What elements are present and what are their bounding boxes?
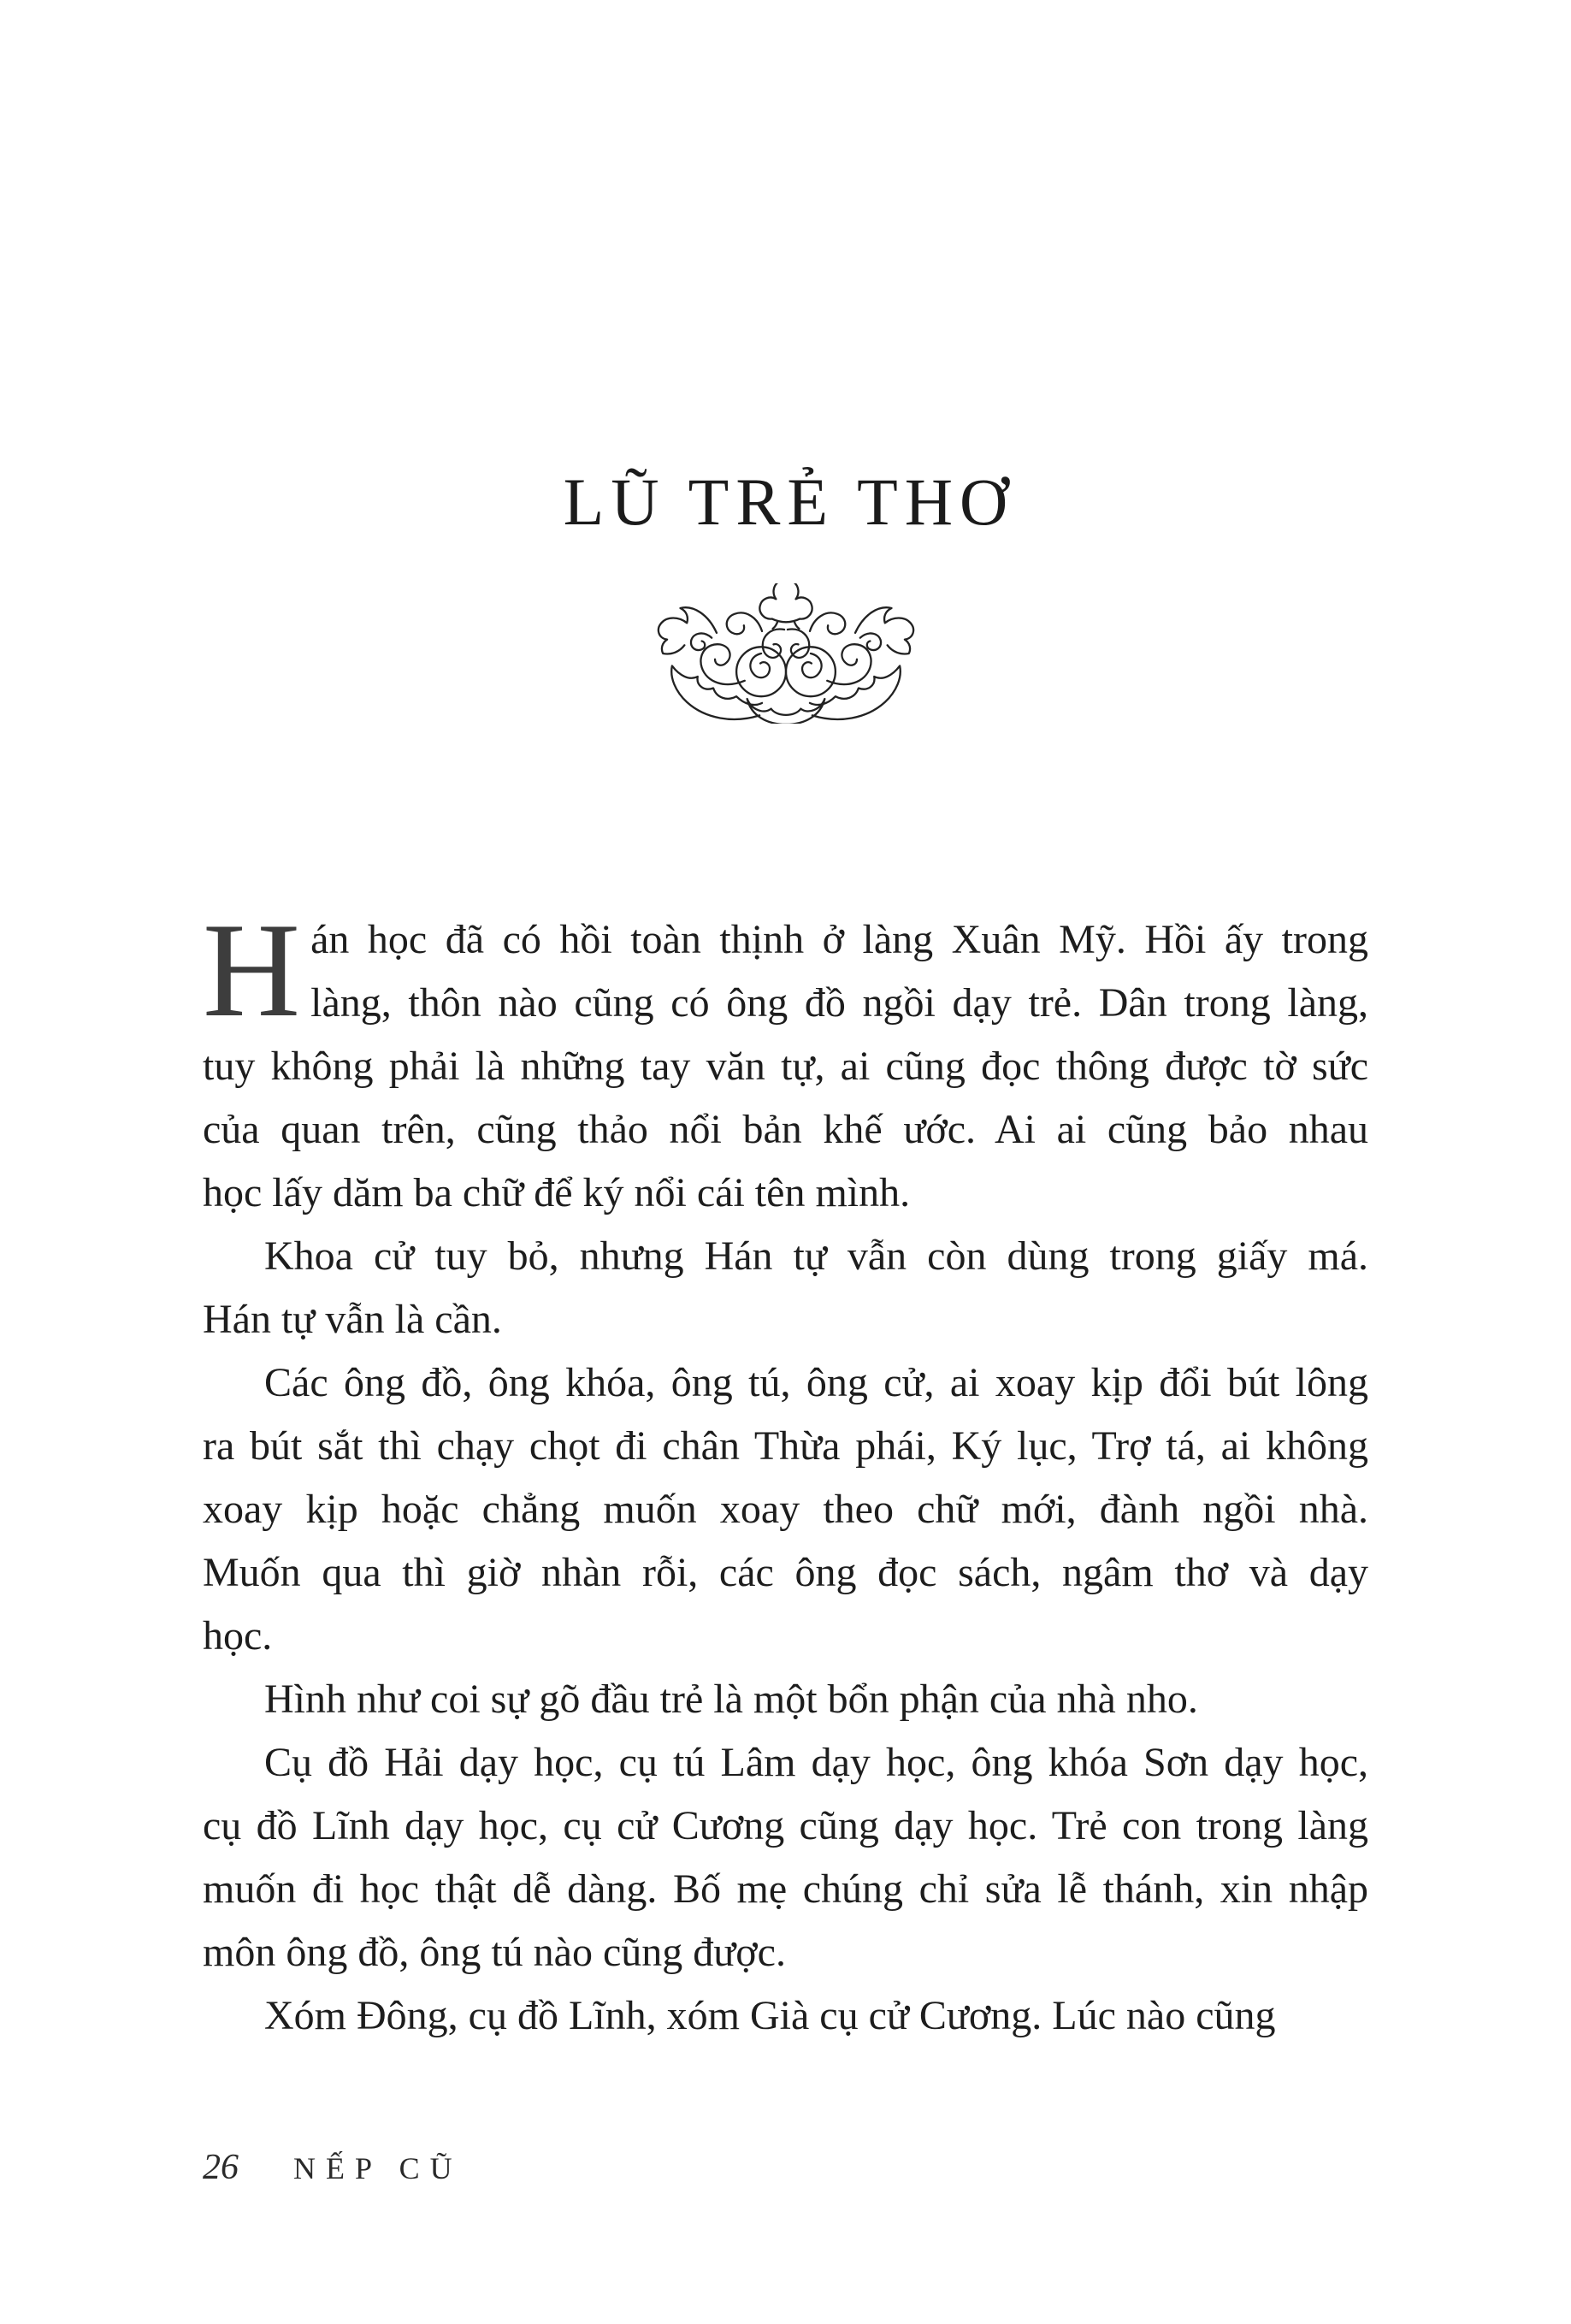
text-line: làng, thôn nào cũng có ông đồ ngồi dạy trẻ. Dân trong làng, <box>310 980 1368 1026</box>
text-line: muốn đi học thật dễ dàng. Bố mẹ chúng chỉ sửa lễ thánh, xin nhập <box>203 1866 1368 1912</box>
text-line: Hán tự vẫn là cần. <box>203 1297 502 1342</box>
text-line: học. <box>203 1613 273 1659</box>
paragraph <box>203 1984 1368 2048</box>
paragraph <box>203 1731 1368 1984</box>
text-line: Muốn qua thì giờ nhàn rỗi, các ông đọc sách, ngâm thơ và dạy <box>203 1550 1368 1595</box>
text-line: Cụ đồ Hải dạy học, cụ tú Lâm dạy học, ông khóa Sơn dạy học, <box>264 1740 1368 1785</box>
text-line: xoay kịp hoặc chẳng muốn xoay theo chữ mới, đành ngồi nhà. <box>203 1487 1368 1532</box>
text-line: của quan trên, cũng thảo nổi bản khế ước. Ai ai cũng bảo nhau <box>203 1107 1368 1152</box>
paragraph <box>203 1351 1368 1668</box>
running-title: NẾP CŨ <box>293 2151 463 2185</box>
cloud-scroll-ornament-icon <box>637 583 935 724</box>
paragraph <box>203 1668 1368 1731</box>
text-line: Khoa cử tuy bỏ, nhưng Hán tự vẫn còn dùng trong giấy má. <box>264 1233 1368 1279</box>
drop-cap: H <box>203 896 301 1045</box>
chapter-title: LŨ TRẺ THƠ <box>563 464 1015 539</box>
paragraph <box>203 1225 1368 1351</box>
page-footer <box>203 2142 463 2194</box>
text-line: Hình như coi sự gõ đầu trẻ là một bổn phận của nhà nho. <box>264 1676 1198 1722</box>
text-line: môn ông đồ, ông tú nào cũng được. <box>203 1930 786 1975</box>
page-number: 26 <box>203 2148 239 2187</box>
text-line: Các ông đồ, ông khóa, ông tú, ông cử, ai xoay kịp đổi bút lông <box>264 1360 1368 1405</box>
text-line: án học đã có hồi toàn thịnh ở làng Xuân Mỹ. Hồi ấy trong <box>310 917 1368 962</box>
body-text <box>203 896 1368 2048</box>
paragraph <box>203 896 1368 1225</box>
text-line: ra bút sắt thì chạy chọt đi chân Thừa phái, Ký lục, Trợ tá, ai không <box>203 1423 1368 1469</box>
text-line: tuy không phải là những tay văn tự, ai cũng đọc thông được tờ sức <box>203 1044 1368 1089</box>
text-line: Xóm Đông, cụ đồ Lĩnh, xóm Già cụ cử Cương. Lúc nào cũng <box>264 1993 1276 2038</box>
text-line: cụ đồ Lĩnh dạy học, cụ cử Cương cũng dạy học. Trẻ con trong làng <box>203 1803 1368 1848</box>
text-line: học lấy dăm ba chữ để ký nổi cái tên mình. <box>203 1170 911 1215</box>
